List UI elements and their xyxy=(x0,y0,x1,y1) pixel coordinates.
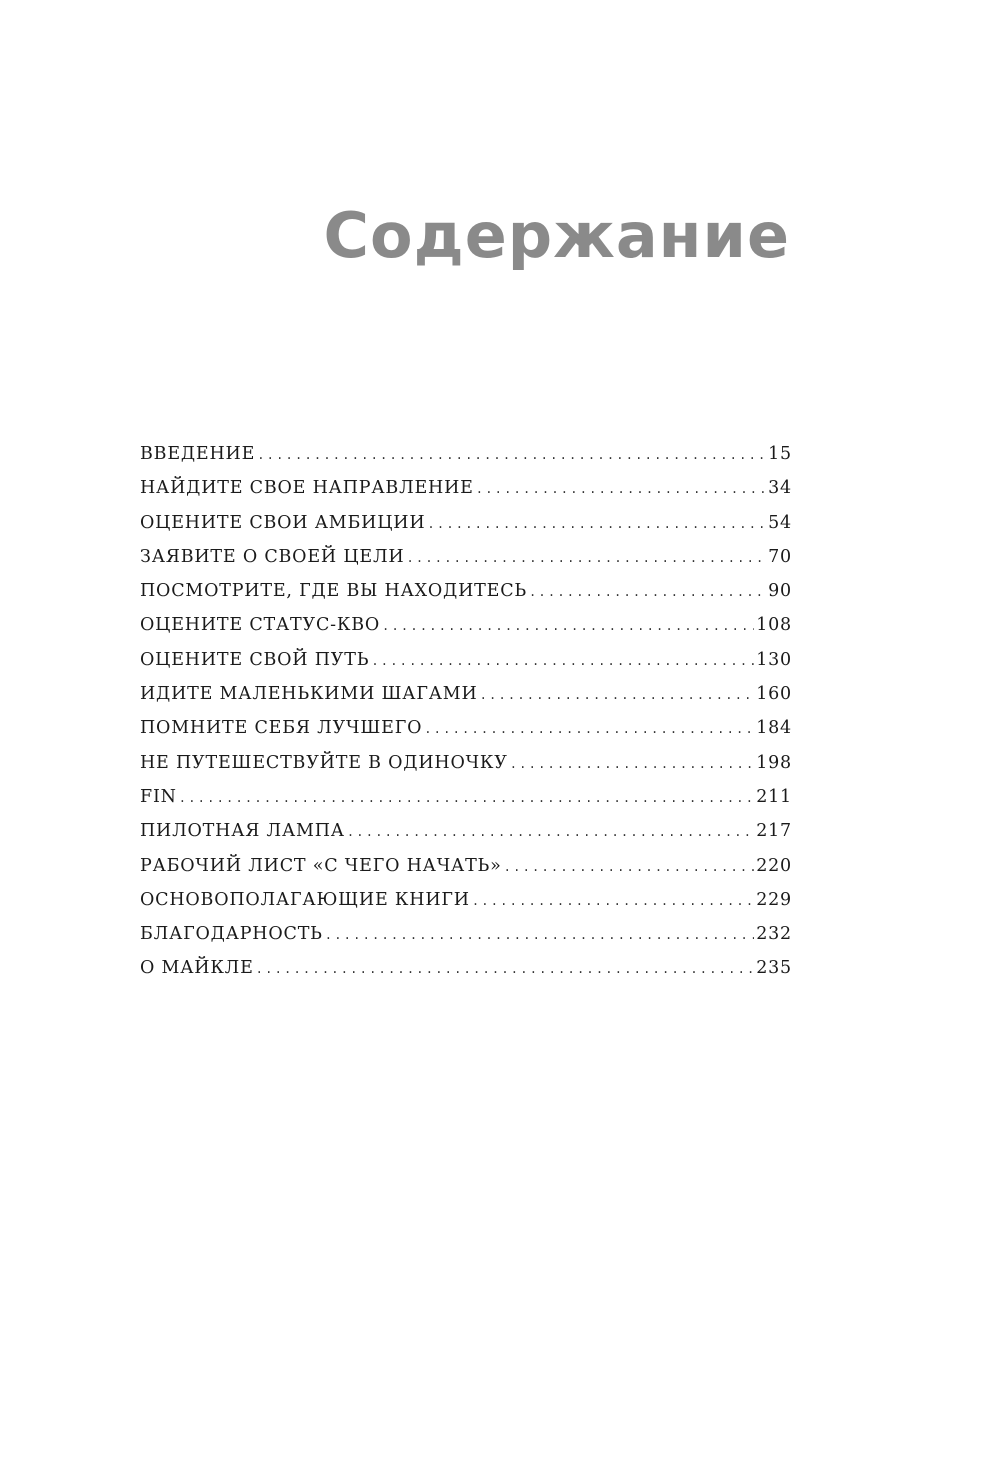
toc-entry xyxy=(140,924,792,958)
dot-leader xyxy=(179,791,754,805)
dot-leader xyxy=(256,962,755,976)
toc-entry xyxy=(140,513,792,547)
toc-entry-page: 15 xyxy=(768,444,792,464)
toc-entry-title: FIN xyxy=(140,786,177,807)
dot-leader xyxy=(424,722,754,736)
toc-entry-title: ОЦЕНИТЕ СВОИ АМБИЦИИ xyxy=(140,512,426,533)
toc-entry-page: 70 xyxy=(768,546,792,567)
toc-entry-page: 108 xyxy=(756,615,792,636)
toc-entry-title: РАБОЧИЙ ЛИСТ «С ЧЕГО НАЧАТЬ» xyxy=(140,855,502,876)
toc-entry-page: 54 xyxy=(768,512,792,533)
toc-entry xyxy=(140,547,792,581)
toc-entry xyxy=(140,615,792,649)
toc-entry-page: 235 xyxy=(756,958,792,979)
dot-leader xyxy=(529,585,766,599)
dot-leader xyxy=(427,517,766,531)
dot-leader xyxy=(325,928,754,942)
toc-entry xyxy=(140,581,792,615)
toc-entry-title: О МАЙКЛЕ xyxy=(140,958,254,979)
toc-entry xyxy=(140,856,792,890)
dot-leader xyxy=(480,688,755,702)
dot-leader xyxy=(371,654,754,668)
toc-entry-page: 198 xyxy=(756,752,792,773)
toc-entry-page: 130 xyxy=(756,649,792,670)
toc-entry-title: ОСНОВОПОЛАГАЮЩИЕ КНИГИ xyxy=(140,889,470,910)
dot-leader xyxy=(347,825,754,839)
toc-entry xyxy=(140,718,792,752)
dot-leader xyxy=(510,757,754,771)
toc-entry xyxy=(140,753,792,787)
toc-entry-title: БЛАГОДАРНОСТЬ xyxy=(140,924,323,945)
toc-entry-page: 90 xyxy=(768,581,792,602)
toc-entry xyxy=(140,444,792,478)
toc-entry-title: ОЦЕНИТЕ СТАТУС-КВО xyxy=(140,615,381,636)
toc-entry xyxy=(140,890,792,924)
dot-leader xyxy=(472,894,754,908)
toc-entry-page: 220 xyxy=(756,855,792,876)
toc-entry-title: ВВЕДЕНИЕ xyxy=(140,444,256,464)
toc-entry-title: НЕ ПУТЕШЕСТВУЙТЕ В ОДИНОЧКУ xyxy=(140,752,508,773)
toc-entry-title: ПИЛОТНАЯ ЛАМПА xyxy=(140,821,345,842)
toc-entry-page: 232 xyxy=(756,924,792,945)
toc-entry xyxy=(140,821,792,855)
page-title: Содержание xyxy=(323,199,790,272)
toc-entry-title: ПОМНИТЕ СЕБЯ ЛУЧШЕГО xyxy=(140,718,423,739)
toc-entry-title: НАЙДИТЕ СВОЕ НАПРАВЛЕНИЕ xyxy=(140,478,474,499)
dot-leader xyxy=(504,860,755,874)
toc-entry-page: 217 xyxy=(756,821,792,842)
dot-leader xyxy=(476,482,766,496)
toc-entry-title: ЗАЯВИТЕ О СВОЕЙ ЦЕЛИ xyxy=(140,546,405,567)
toc-entry xyxy=(140,650,792,684)
toc-entry xyxy=(140,478,792,512)
toc-entry xyxy=(140,958,792,992)
toc-entry xyxy=(140,684,792,718)
toc-entry-title: ОЦЕНИТЕ СВОЙ ПУТЬ xyxy=(140,649,370,670)
toc-entry-page: 211 xyxy=(756,786,792,807)
table-of-contents xyxy=(140,444,792,993)
dot-leader xyxy=(406,551,766,565)
toc-entry-page: 34 xyxy=(768,478,792,499)
dot-leader xyxy=(257,448,766,462)
toc-entry-title: ИДИТЕ МАЛЕНЬКИМИ ШАГАМИ xyxy=(140,684,478,705)
toc-entry-page: 184 xyxy=(756,718,792,739)
toc-entry-title: ПОСМОТРИТЕ, ГДЕ ВЫ НАХОДИТЕСЬ xyxy=(140,581,527,602)
toc-entry-page: 160 xyxy=(756,684,792,705)
toc-entry xyxy=(140,787,792,821)
dot-leader xyxy=(382,619,754,633)
toc-entry-page: 229 xyxy=(756,889,792,910)
